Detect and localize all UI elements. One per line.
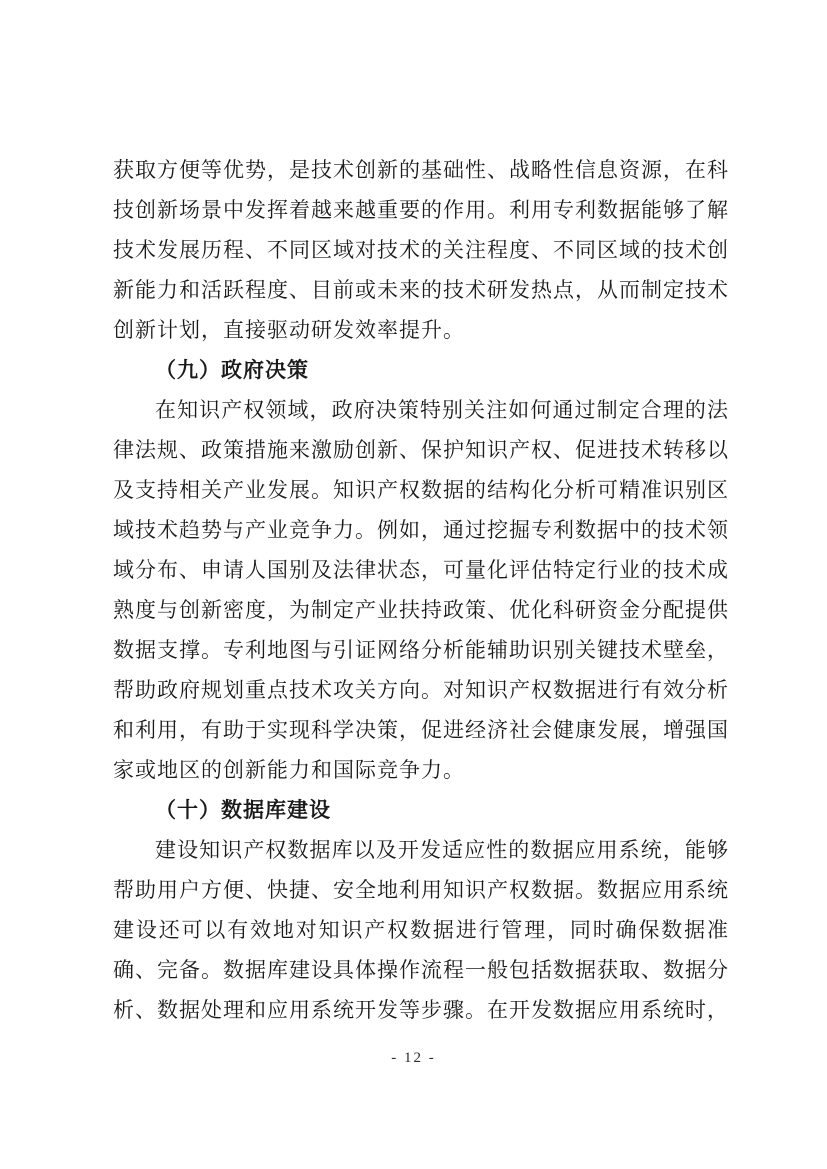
document-body — [113, 150, 729, 1030]
paragraph: 建设知识产权数据库以及开发适应性的数据应用系统，能够帮助用户方便、快捷、安全地利用知识产权数据。数据应用系统建设还可以有效地对知识产权数据进行管理，同时确保数据准确、完备。数据库建设具体操作流程一般包括数据获取、数据分析、数据处理和应用系统开发等步骤。在开发数据应用系统时， — [113, 838, 729, 1022]
page-footer — [0, 1046, 827, 1070]
paragraph: 在知识产权领域，政府决策特别关注如何通过制定合理的法律法规、政策措施来激励创新、保护知识产权、促进技术转移以及支持相关产业发展。知识产权数据的结构化分析可精准识别区域技术趋势与产业竞争力。例如，通过挖掘专利数据中的技术领域分布、申请人国别及法律状态，可量化评估特定行业的技术成熟度与创新密度，为制定产业扶持政策、优化科研资金分配提供数据支撑。专利地图与引证网络分析能辅助识别关键技术壁垒，帮助政府规划重点技术攻关方向。对知识产权数据进行有效分析和利用，有助于实现科学决策，促进经济社会健康发展，增强国家或地区的创新能力和国际竞争力。 — [113, 398, 729, 782]
page-number: - 12 - — [391, 1050, 436, 1066]
paragraph: 获取方便等优势，是技术创新的基础性、战略性信息资源，在科技创新场景中发挥着越来越重要的作用。利用专利数据能够了解技术发展历程、不同区域对技术的关注程度、不同区域的技术创新能力和活跃程度、目前或未来的技术研发热点，从而制定技术创新计划，直接驱动研发效率提升。 — [113, 158, 729, 342]
section-heading: （九）政府决策 — [155, 358, 309, 382]
section-heading: （十）数据库建设 — [155, 798, 331, 822]
